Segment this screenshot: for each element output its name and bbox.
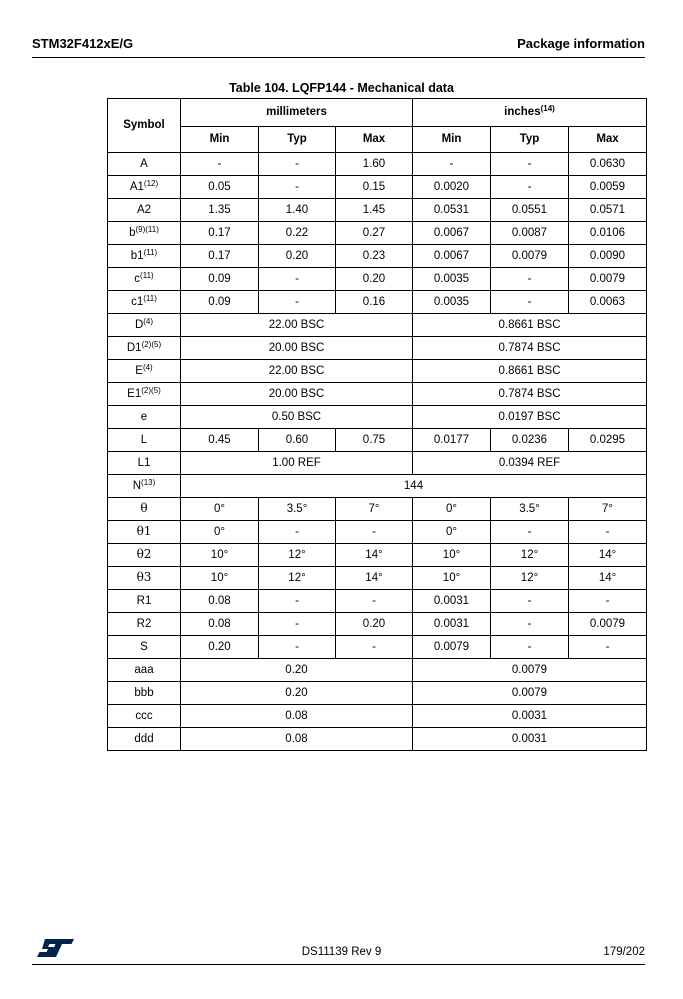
in-typ-cell: -: [491, 590, 569, 613]
mm-typ-cell: 0.22: [259, 222, 336, 245]
symbol-cell: [108, 452, 181, 475]
symbol-name: ddd: [134, 732, 154, 745]
mm-max-cell: 14°: [336, 544, 413, 567]
table-row: [108, 498, 647, 521]
in-max-cell: 0.0079: [569, 268, 647, 291]
mm-value-cell: 0.08: [181, 705, 413, 728]
symbol-name: e: [140, 410, 148, 423]
symbol-cell: [108, 176, 181, 199]
in-max-cell: 14°: [569, 567, 647, 590]
in-max-cell: 0.0063: [569, 291, 647, 314]
footer-rule: [32, 964, 645, 965]
in-max-cell: 0.0630: [569, 153, 647, 176]
in-min-cell: 0.0067: [413, 245, 491, 268]
mm-min-cell: 0.17: [181, 245, 259, 268]
symbol-note: (12): [143, 178, 159, 188]
in-min-cell: -: [413, 153, 491, 176]
table-row: [108, 199, 647, 222]
symbol-name: ccc: [135, 709, 153, 722]
mm-typ-header: Typ: [259, 127, 336, 153]
symbol-cell: [108, 406, 181, 429]
table-row: [108, 222, 647, 245]
table-row: [108, 452, 647, 475]
in-typ-cell: -: [491, 613, 569, 636]
in-value-cell: 0.0079: [413, 659, 647, 682]
inches-header: [413, 99, 647, 127]
symbol-cell: [108, 590, 181, 613]
symbol-note: (4): [143, 316, 154, 326]
symbol-name: θ3: [136, 570, 152, 584]
mm-typ-cell: -: [259, 268, 336, 291]
mm-typ-cell: 0.20: [259, 245, 336, 268]
mm-typ-cell: -: [259, 636, 336, 659]
in-min-header: Min: [413, 127, 491, 153]
mm-value-cell: 0.08: [181, 728, 413, 751]
mm-typ-cell: -: [259, 153, 336, 176]
symbol-cell: [108, 521, 181, 544]
table-row: [108, 153, 647, 176]
mm-min-cell: 1.35: [181, 199, 259, 222]
symbol-cell: [108, 222, 181, 245]
table-row: [108, 613, 647, 636]
in-max-cell: 0.0571: [569, 199, 647, 222]
table-title: Table 104. LQFP144 - Mechanical data: [229, 81, 454, 95]
table-row: [108, 314, 647, 337]
mm-min-cell: 0°: [181, 521, 259, 544]
in-typ-cell: -: [491, 268, 569, 291]
mm-min-cell: 10°: [181, 567, 259, 590]
mm-min-cell: 0°: [181, 498, 259, 521]
symbol-name: θ1: [136, 524, 152, 538]
mm-typ-cell: 0.60: [259, 429, 336, 452]
symbol-note: (13): [141, 477, 156, 487]
symbol-name: R2: [136, 617, 152, 630]
table-row: [108, 337, 647, 360]
in-min-cell: 0.0079: [413, 636, 491, 659]
symbol-header: Symbol: [108, 99, 181, 153]
in-typ-cell: 0.0551: [491, 199, 569, 222]
table-row: [108, 360, 647, 383]
table-row: [108, 383, 647, 406]
in-max-cell: -: [569, 521, 647, 544]
mm-min-cell: 0.45: [181, 429, 259, 452]
symbol-cell: [108, 613, 181, 636]
mm-min-cell: 0.08: [181, 590, 259, 613]
in-max-cell: 0.0059: [569, 176, 647, 199]
symbol-note: (11): [140, 270, 154, 280]
in-typ-cell: 12°: [491, 544, 569, 567]
mm-value-cell: 20.00 BSC: [181, 337, 413, 360]
mechanical-data-table: [107, 98, 647, 751]
table-row: [108, 176, 647, 199]
in-value-cell: 0.7874 BSC: [413, 337, 647, 360]
symbol-cell: [108, 291, 181, 314]
in-typ-cell: -: [491, 521, 569, 544]
document-title: STM32F412xE/G: [32, 36, 134, 51]
mm-max-cell: 0.20: [336, 613, 413, 636]
symbol-name: b1: [130, 249, 144, 262]
symbol-note: (4): [142, 362, 153, 372]
in-typ-header: Typ: [491, 127, 569, 153]
in-min-cell: 0.0177: [413, 429, 491, 452]
table-row: [108, 682, 647, 705]
table-row: [108, 659, 647, 682]
mm-max-cell: 0.20: [336, 268, 413, 291]
table-row: [108, 728, 647, 751]
symbol-note: (2)(5): [141, 385, 161, 395]
table-row: [108, 544, 647, 567]
table-row: [108, 636, 647, 659]
symbol-cell: [108, 728, 181, 751]
symbol-name: L: [140, 433, 148, 446]
symbol-note: (9)(11): [135, 224, 159, 234]
in-typ-cell: -: [491, 291, 569, 314]
mm-max-cell: 0.23: [336, 245, 413, 268]
in-min-cell: 0.0031: [413, 613, 491, 636]
mm-max-cell: 0.16: [336, 291, 413, 314]
symbol-cell: [108, 682, 181, 705]
mm-value-cell: 1.00 REF: [181, 452, 413, 475]
symbol-name: c: [134, 272, 141, 285]
in-min-cell: 0.0035: [413, 268, 491, 291]
in-value-cell: 0.0031: [413, 705, 647, 728]
in-typ-cell: 0.0087: [491, 222, 569, 245]
in-min-cell: 0.0035: [413, 291, 491, 314]
value-cell: 144: [181, 475, 647, 498]
symbol-cell: [108, 337, 181, 360]
inches-header-note: (14): [540, 104, 555, 113]
symbol-cell: [108, 544, 181, 567]
mm-value-cell: 0.20: [181, 659, 413, 682]
mm-max-cell: 1.60: [336, 153, 413, 176]
mm-max-header: Max: [336, 127, 413, 153]
mm-max-cell: -: [336, 521, 413, 544]
symbol-cell: [108, 314, 181, 337]
mm-min-cell: 0.05: [181, 176, 259, 199]
mm-min-header: Min: [181, 127, 259, 153]
symbol-cell: [108, 705, 181, 728]
symbol-name: E: [135, 364, 143, 377]
mm-typ-cell: 12°: [259, 544, 336, 567]
table-row: [108, 245, 647, 268]
mm-min-cell: 0.08: [181, 613, 259, 636]
mm-typ-cell: -: [259, 613, 336, 636]
table-row: [108, 567, 647, 590]
in-min-cell: 0°: [413, 521, 491, 544]
in-typ-cell: -: [491, 636, 569, 659]
symbol-cell: [108, 636, 181, 659]
in-typ-cell: 0.0236: [491, 429, 569, 452]
in-value-cell: 0.0031: [413, 728, 647, 751]
mm-min-cell: -: [181, 153, 259, 176]
table-row: [108, 406, 647, 429]
mm-typ-cell: -: [259, 590, 336, 613]
symbol-name: A2: [136, 203, 152, 216]
mm-typ-cell: 3.5°: [259, 498, 336, 521]
symbol-name: D: [134, 318, 144, 331]
inches-header-label: inches: [504, 106, 541, 118]
section-title: Package information: [517, 36, 645, 51]
symbol-name: θ2: [136, 547, 152, 561]
table-body: [108, 153, 647, 751]
in-value-cell: 0.8661 BSC: [413, 314, 647, 337]
mm-typ-cell: 1.40: [259, 199, 336, 222]
in-max-header: Max: [569, 127, 647, 153]
mm-max-cell: -: [336, 590, 413, 613]
symbol-note: (11): [143, 247, 158, 257]
mm-min-cell: 0.17: [181, 222, 259, 245]
table-row: [108, 475, 647, 498]
symbol-name: N: [132, 479, 142, 492]
symbol-name: S: [140, 640, 148, 653]
page-number: 179/202: [603, 946, 645, 958]
symbol-name: θ: [140, 501, 148, 515]
in-typ-cell: -: [491, 176, 569, 199]
mm-max-cell: 0.27: [336, 222, 413, 245]
in-max-cell: 0.0079: [569, 613, 647, 636]
in-value-cell: 0.0079: [413, 682, 647, 705]
in-max-cell: -: [569, 636, 647, 659]
mm-value-cell: 20.00 BSC: [181, 383, 413, 406]
mm-typ-cell: 12°: [259, 567, 336, 590]
symbol-cell: [108, 199, 181, 222]
symbol-cell: [108, 498, 181, 521]
table-row: [108, 705, 647, 728]
in-max-cell: -: [569, 590, 647, 613]
symbol-cell: [108, 475, 181, 498]
in-min-cell: 10°: [413, 567, 491, 590]
mm-value-cell: 22.00 BSC: [181, 360, 413, 383]
mm-min-cell: 10°: [181, 544, 259, 567]
symbol-cell: [108, 268, 181, 291]
table-row: [108, 291, 647, 314]
mm-max-cell: -: [336, 636, 413, 659]
mm-min-cell: 0.20: [181, 636, 259, 659]
symbol-name: R1: [136, 594, 152, 607]
symbol-cell: [108, 567, 181, 590]
symbol-cell: [108, 153, 181, 176]
symbol-name: bbb: [134, 686, 154, 699]
table-row: [108, 590, 647, 613]
mm-max-cell: 14°: [336, 567, 413, 590]
in-min-cell: 0.0031: [413, 590, 491, 613]
in-min-cell: 0°: [413, 498, 491, 521]
in-typ-cell: 3.5°: [491, 498, 569, 521]
header-rule: [32, 57, 645, 58]
in-max-cell: 14°: [569, 544, 647, 567]
in-typ-cell: -: [491, 153, 569, 176]
in-max-cell: 0.0106: [569, 222, 647, 245]
mm-typ-cell: -: [259, 291, 336, 314]
symbol-note: (2)(5): [141, 339, 162, 349]
table-row: [108, 268, 647, 291]
symbol-name: A: [140, 157, 148, 170]
in-typ-cell: 0.0079: [491, 245, 569, 268]
mm-value-cell: 22.00 BSC: [181, 314, 413, 337]
symbol-name: E1: [127, 387, 142, 400]
mm-max-cell: 1.45: [336, 199, 413, 222]
symbol-name: aaa: [134, 663, 154, 676]
in-min-cell: 0.0020: [413, 176, 491, 199]
symbol-name: L1: [137, 456, 151, 469]
mm-max-cell: 0.15: [336, 176, 413, 199]
mm-min-cell: 0.09: [181, 291, 259, 314]
symbol-name: D1: [126, 341, 142, 354]
in-typ-cell: 12°: [491, 567, 569, 590]
in-value-cell: 0.8661 BSC: [413, 360, 647, 383]
symbol-cell: [108, 245, 181, 268]
in-value-cell: 0.0394 REF: [413, 452, 647, 475]
in-max-cell: 7°: [569, 498, 647, 521]
symbol-cell: [108, 659, 181, 682]
symbol-note: (11): [143, 293, 157, 303]
millimeters-header: millimeters: [181, 99, 413, 127]
mm-min-cell: 0.09: [181, 268, 259, 291]
symbol-name: b: [129, 226, 136, 239]
symbol-cell: [108, 360, 181, 383]
in-max-cell: 0.0090: [569, 245, 647, 268]
mm-value-cell: 0.20: [181, 682, 413, 705]
mm-value-cell: 0.50 BSC: [181, 406, 413, 429]
mm-max-cell: 7°: [336, 498, 413, 521]
symbol-cell: [108, 429, 181, 452]
table-row: [108, 521, 647, 544]
symbol-name: A1: [129, 180, 144, 193]
in-value-cell: 0.7874 BSC: [413, 383, 647, 406]
symbol-name: c1: [131, 295, 144, 308]
document-reference: DS11139 Rev 9: [301, 946, 382, 958]
symbol-cell: [108, 383, 181, 406]
in-min-cell: 10°: [413, 544, 491, 567]
in-value-cell: 0.0197 BSC: [413, 406, 647, 429]
mm-typ-cell: -: [259, 176, 336, 199]
in-min-cell: 0.0531: [413, 199, 491, 222]
table-row: [108, 429, 647, 452]
mm-max-cell: 0.75: [336, 429, 413, 452]
in-max-cell: 0.0295: [569, 429, 647, 452]
mm-typ-cell: -: [259, 521, 336, 544]
in-min-cell: 0.0067: [413, 222, 491, 245]
